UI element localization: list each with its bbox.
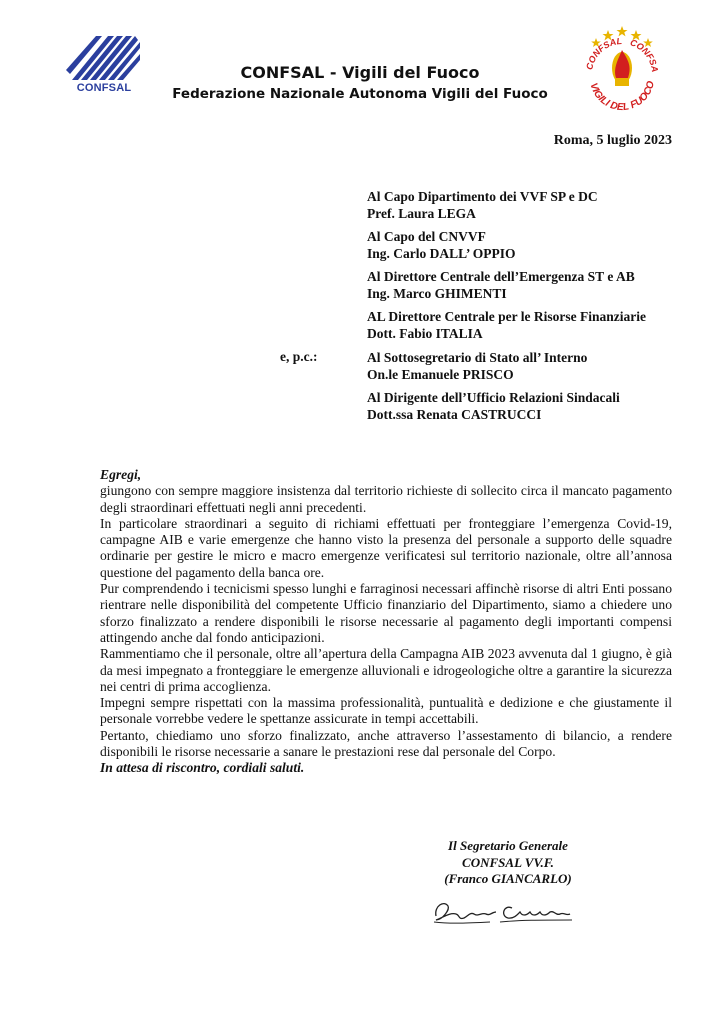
recipient-name: Dott. Fabio ITALIA <box>367 326 483 341</box>
vigili-del-fuoco-emblem <box>578 22 666 114</box>
recipient-name: Ing. Carlo DALL’ OPPIO <box>367 246 516 261</box>
signature-block <box>420 838 596 888</box>
recipient-name: On.le Emanuele PRISCO <box>367 367 514 382</box>
recipient-name: Pref. Laura LEGA <box>367 206 476 221</box>
recipient-block <box>367 188 687 222</box>
recipient-block <box>367 349 687 383</box>
recipient-name: Dott.ssa Renata CASTRUCCI <box>367 407 542 422</box>
cc-label: e, p.c.: <box>280 349 318 364</box>
confsal-stripes-icon <box>62 30 146 82</box>
recipient-role: Al Sottosegretario di Stato all’ Interno <box>367 350 588 365</box>
body-paragraph: Impegni sempre rispettati con la massima professionalità, puntualità e dedizione e che giustamente il personale vorrebbe vedere le spettanze assicurate in tempi accettabili. <box>100 695 672 727</box>
closing-line: In attesa di riscontro, cordiali saluti. <box>100 760 305 776</box>
svg-text:CONFSAL: CONFSA <box>628 37 661 73</box>
recipient-block <box>367 228 687 262</box>
recipient-block <box>367 389 687 423</box>
organization-title: CONFSAL - Vigili del Fuoco <box>240 63 480 82</box>
organization-subtitle: Federazione Nazionale Autonoma Vigili del Fuoco <box>172 86 548 102</box>
signatory-title: Il Segretario Generale <box>448 838 568 853</box>
letter-body <box>100 467 672 777</box>
body-paragraph: Rammentiamo che il personale, oltre all’apertura della Campagna AIB 2023 avvenuta dal 1 giugno, è già da mesi impegnato a fronteggiare le emergenze alluvionali e idrogeologiche oltre a garantire la sicurezza nei centri di prima accoglienza. <box>100 646 672 694</box>
confsal-logo <box>62 30 146 104</box>
recipient-role: Al Capo Dipartimento dei VVF SP e DC <box>367 189 598 204</box>
recipient-role: AL Direttore Centrale per le Risorse Finanziarie <box>367 309 646 324</box>
signatory-name: (Franco GIANCARLO) <box>444 871 572 886</box>
svg-text:VIGILI DEL FUOCO: VIGILI DEL FUOCO <box>587 79 657 114</box>
recipient-name: Ing. Marco GHIMENTI <box>367 286 507 301</box>
body-paragraph: Pur comprendendo i tecnicismi spesso lunghi e farraginosi necessari affinchè risorse di altri Enti possano rientrare nelle disponibilità del competente Ufficio finanziario del Dipartimento, siamo a chiedere uno sforzo finalizzato a rendere disponibili le risorse necessarie al pagamento degli importanti compensi attingendo anche dal fondo anticipazioni. <box>100 581 672 645</box>
handwritten-signature <box>430 890 580 930</box>
recipient-role: Al Capo del CNVVF <box>367 229 486 244</box>
flame-icon <box>612 50 632 86</box>
recipient-role: Al Dirigente dell’Ufficio Relazioni Sindacali <box>367 390 620 405</box>
greeting: Egregi, <box>100 467 142 482</box>
recipient-block <box>367 308 687 342</box>
body-paragraph: Pertanto, chiediamo uno sforzo finalizzato, anche attraverso l’assestamento di bilancio, a rendere disponibili le risorse necessarie a sanare le prestazioni rese dal personale del Corpo. <box>100 727 672 760</box>
svg-text:CONFSAL: CONFSAL <box>584 35 623 71</box>
letter-date: Roma, 5 luglio 2023 <box>553 133 672 148</box>
body-paragraph: In particolare straordinari a seguito di richiami effettuati per fronteggiare l’emergenza Covid-19, campagne AIB e varie emergenze che hanno visto la presenza del personale a supporto delle squadre ordinarie per gestire le micro e macro emergenze verificatesi sul territorio nazionale, oltre all’annosa questione del pagamento della banca ore. <box>100 515 672 580</box>
signatory-organization: CONFSAL VV.F. <box>462 854 554 870</box>
body-paragraph: giungono con sempre maggiore insistenza dal territorio richieste di sollecito circa il mancato pagamento degli straordinari effettuati negli anni precedenti. <box>100 483 672 515</box>
recipient-block <box>367 268 687 302</box>
recipient-role: Al Direttore Centrale dell’Emergenza ST e AB <box>367 269 635 284</box>
logo-left-label: CONFSAL <box>76 82 132 94</box>
